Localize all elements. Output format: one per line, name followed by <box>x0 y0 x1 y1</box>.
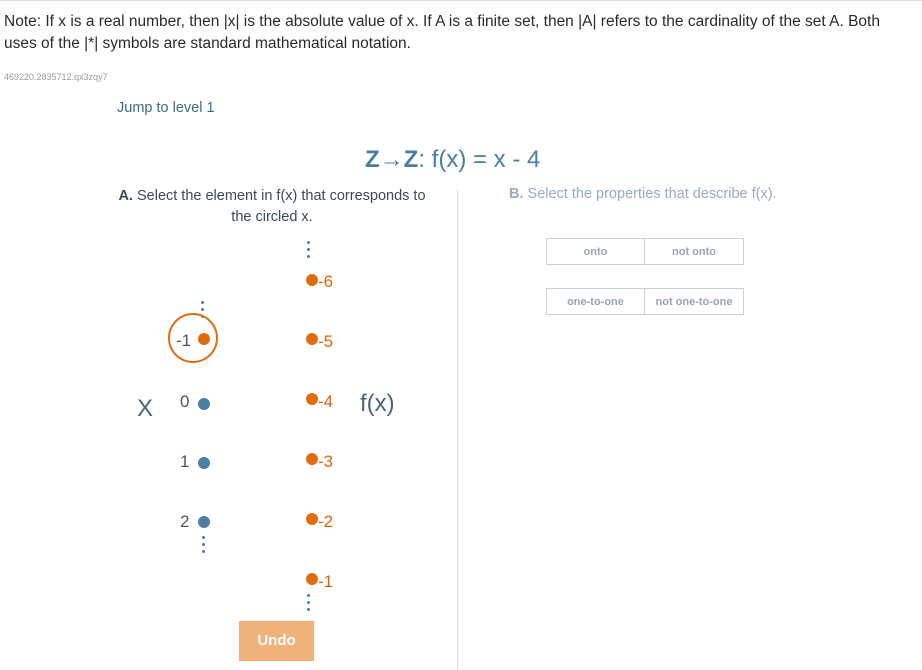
function-rule: : f(x) = x - 4 <box>418 146 541 173</box>
domain-symbol: Z <box>365 146 380 173</box>
jump-to-level-link[interactable]: Jump to level 1 <box>117 100 215 116</box>
onto-button[interactable]: onto <box>546 238 645 265</box>
fx-element-label: -4 <box>318 392 334 411</box>
fx-element-label: -6 <box>318 272 334 291</box>
part-a-prompt <box>112 186 432 228</box>
x-set-bottom-ellipsis <box>202 536 205 557</box>
codomain-symbol: Z <box>403 146 419 173</box>
fx-element-dot[interactable] <box>306 393 318 405</box>
notation-note: Note: If x is a real number, then |x| is the absolute value of x. If A is a finite set, then |A| refers to the cardinality of the set A. Both uses of the |*| symbols are standard mathematical notation. <box>4 13 880 52</box>
fx-element-dot[interactable] <box>306 513 318 525</box>
fx-element-label: -3 <box>318 452 334 471</box>
x-element-dot <box>198 457 210 469</box>
fx-element-label: -1 <box>318 572 334 591</box>
one-to-one-button[interactable]: one-to-one <box>546 288 645 315</box>
function-title <box>365 146 540 174</box>
fx-element-label: -5 <box>318 332 334 351</box>
section-divider <box>457 190 458 670</box>
fx-set-bottom-ellipsis <box>307 594 310 615</box>
part-b-letter: B. <box>509 186 524 202</box>
undo-button[interactable]: Undo <box>239 621 314 661</box>
fx-element-dot[interactable] <box>306 274 318 286</box>
part-a-letter: A. <box>118 188 133 204</box>
fx-set-label: f(x) <box>360 390 395 417</box>
x-element-label: 1 <box>180 452 190 471</box>
x-element-dot <box>198 516 210 528</box>
part-a-text: Select the element in f(x) that corresponds to the circled x. <box>132 188 426 225</box>
fx-element-dot[interactable] <box>306 573 318 585</box>
part-b-text: Select the properties that describe f(x). <box>523 186 777 202</box>
not-onto-button[interactable]: not onto <box>645 238 744 265</box>
top-border <box>0 0 922 1</box>
x-element-label: -1 <box>176 331 192 350</box>
arrow-symbol: → <box>379 146 404 173</box>
fx-element-dot[interactable] <box>306 333 318 345</box>
part-b-prompt <box>509 186 777 202</box>
not-one-to-one-button[interactable]: not one-to-one <box>645 288 744 315</box>
x-set-label: X <box>137 395 154 422</box>
x-element-label: 2 <box>180 512 190 531</box>
fx-set-top-ellipsis <box>307 241 310 262</box>
fx-element-dot[interactable] <box>306 453 318 465</box>
x-element-dot-circled <box>198 333 210 345</box>
x-element-dot <box>198 398 210 410</box>
x-element-label: 0 <box>180 392 190 411</box>
reference-id: 469220.2835712.qx3zqy7 <box>4 72 108 82</box>
fx-element-label: -2 <box>318 512 334 531</box>
